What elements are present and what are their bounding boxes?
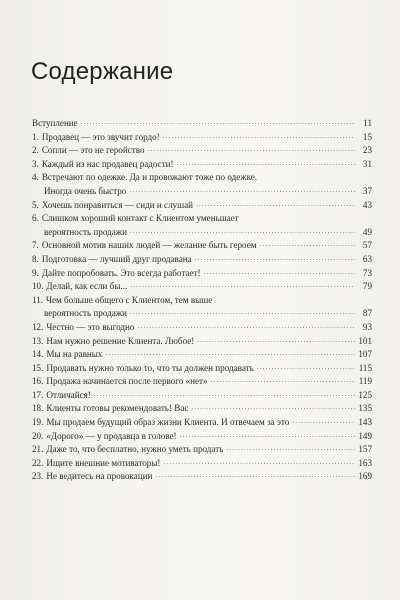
toc-entry-title: Основной мотив наших людей — желание быть героем: [41, 240, 257, 251]
toc-entry-page: 157: [358, 444, 372, 455]
leader-dots: [129, 184, 355, 198]
toc-entry-line: [32, 185, 372, 199]
toc-entry: [32, 199, 372, 213]
toc-entry: [32, 375, 372, 389]
leader-dots: [130, 225, 355, 239]
toc-entry: [32, 267, 372, 281]
toc-entry-title: Мы на равных: [46, 349, 103, 360]
leader-dots: [130, 306, 355, 320]
toc-entry-number: 19.: [32, 417, 44, 428]
toc-entry-page: 119: [358, 376, 372, 387]
leader-dots: [226, 442, 355, 456]
leader-dots: [196, 198, 355, 212]
toc-entry: [32, 389, 372, 403]
toc-entry-number: 8.: [32, 253, 39, 264]
leader-dots: [163, 130, 355, 144]
toc-entry-page: 43: [362, 199, 372, 210]
toc-entry-line: [32, 171, 372, 185]
toc-entry-page: 79: [362, 281, 372, 292]
toc-entry-title: Продавец — это звучит гордо!: [41, 131, 160, 142]
toc-entry-line: [32, 226, 372, 240]
toc-entry: [32, 457, 372, 471]
table-of-contents: [32, 117, 372, 484]
leader-dots: [130, 279, 355, 293]
toc-entry: [32, 131, 372, 145]
toc-entry-line: [32, 212, 372, 226]
toc-entry-number: 16.: [32, 376, 44, 387]
leader-dots: [105, 347, 355, 361]
toc-entry-page: 11: [363, 118, 372, 128]
toc-entry-title: Честно — это выгодно: [46, 321, 135, 332]
toc-entry: [32, 402, 372, 416]
toc-entry-title: Мы продаем будущий образ жизни Клиента. И отвечаем за это: [46, 417, 290, 428]
toc-entry-title: Встречают по одежке. Да и провожают тоже по одежке.: [41, 172, 258, 183]
toc-entry-number: 14.: [32, 349, 44, 360]
toc-entry-page: 107: [358, 349, 372, 360]
toc-entry-page: 31: [362, 158, 372, 169]
toc-entry: [32, 212, 372, 239]
toc-entry: [32, 239, 372, 253]
toc-entry-number: 5.: [32, 199, 39, 210]
leader-dots: [155, 469, 355, 483]
toc-entry-page: 37: [362, 185, 372, 196]
leader-dots: [81, 116, 355, 130]
toc-entry-line: [32, 294, 372, 308]
leader-dots: [260, 238, 355, 252]
toc-entry-number: 17.: [32, 389, 44, 400]
toc-entry: [32, 253, 372, 267]
leader-dots: [211, 374, 355, 388]
toc-entry-number: 22.: [32, 457, 44, 468]
leader-dots: [292, 415, 355, 429]
toc-entry-page: 49: [362, 226, 372, 237]
leader-dots: [148, 143, 355, 157]
toc-entry-title: «Дорого» — у продавца в голове!: [46, 430, 177, 441]
toc-entry-page: 93: [362, 321, 372, 332]
toc-entry-title: Каждый из нас продавец радости!: [41, 158, 174, 169]
toc-entry-title: Делай, как если бы...: [46, 281, 128, 292]
toc-entry-page: 169: [358, 471, 372, 482]
toc-entry: [32, 158, 372, 172]
toc-entry-number: 6.: [32, 213, 39, 224]
leader-dots: [137, 320, 355, 334]
toc-entry-number: 13.: [32, 335, 44, 346]
leader-dots: [191, 401, 355, 415]
toc-entry-page: 143: [358, 417, 372, 428]
toc-entry-page: 87: [362, 308, 372, 319]
toc-entry-number: 3.: [32, 158, 39, 169]
toc-entry-page: 15: [362, 131, 372, 142]
toc-entry-number: 9.: [32, 267, 39, 278]
toc-entry-title: Не ведитесь на провокации: [46, 471, 153, 482]
toc-entry-page: 135: [358, 403, 372, 414]
leader-dots: [94, 388, 355, 402]
toc-entry-title: Слишком хороший контакт с Клиентом уменьшает: [41, 213, 239, 224]
toc-entry-page: 73: [362, 267, 372, 278]
toc-entry-title: Даже то, что бесплатно, нужно уметь продать: [46, 444, 224, 455]
toc-entry-title: Ищите внешние мотиваторы!: [46, 457, 161, 468]
toc-entry-title: Клиенты готовы рекомендовать! Вас: [46, 403, 189, 414]
toc-entry-title: Продажа начинается после первого «нет»: [46, 376, 208, 387]
toc-entry-title: Дайте попробовать. Это всегда работает!: [41, 267, 201, 278]
leader-dots: [177, 157, 355, 171]
toc-entry-number: 20.: [32, 430, 44, 441]
toc-entry-page: 163: [358, 457, 372, 468]
toc-entry-number: 15.: [32, 362, 44, 373]
toc-entry: [32, 335, 372, 349]
leader-dots: [163, 456, 355, 470]
toc-entry-page: 63: [362, 253, 372, 264]
leader-dots: [204, 266, 355, 280]
toc-entry-page: 149: [358, 430, 372, 441]
toc-entry: [32, 416, 372, 430]
toc-entry: [32, 280, 372, 294]
toc-entry-title: Нам нужно решение Клиента. Любое!: [46, 335, 195, 346]
toc-entry-page: 57: [362, 240, 372, 251]
toc-entry-line: [32, 307, 372, 321]
toc-entry-title: Сопли — это не геройство: [41, 145, 145, 156]
toc-entry-number: 23.: [32, 471, 44, 482]
toc-entry-number: 10.: [32, 281, 44, 292]
toc-entry: [32, 171, 372, 198]
toc-entry-number: 4.: [32, 172, 39, 183]
toc-entry: [32, 470, 372, 484]
toc-entry: [32, 443, 372, 457]
toc-entry-number: 7.: [32, 240, 39, 251]
toc-entry-title: Подготовка — лучший друг продавана: [41, 253, 192, 264]
leader-dots: [197, 334, 355, 348]
toc-entry-title: Чем больше общего с Клиентом, тем выше: [46, 294, 213, 305]
toc-entry-number: 1.: [32, 131, 39, 142]
toc-entry: [32, 294, 372, 321]
page-title: Содержание: [31, 58, 174, 85]
toc-entry: [32, 117, 372, 131]
toc-entry-number: 12.: [32, 321, 44, 332]
toc-entry: [32, 430, 372, 444]
toc-entry-number: 11.: [32, 294, 44, 305]
toc-entry-title-continued: вероятность продажи: [44, 308, 127, 319]
leader-dots: [195, 252, 355, 266]
toc-entry-title-continued: вероятность продажи: [44, 226, 127, 237]
toc-entry-page: 101: [358, 335, 372, 346]
leader-dots: [180, 429, 355, 443]
toc-entry: [32, 362, 372, 376]
toc-entry-number: 2.: [32, 145, 39, 156]
toc-entry-page: 23: [362, 145, 372, 156]
toc-entry-page: 115: [358, 362, 372, 373]
toc-entry-number: 21.: [32, 444, 44, 455]
toc-entry-page: 125: [358, 389, 372, 400]
toc-entry: [32, 321, 372, 335]
toc-entry: [32, 144, 372, 158]
toc-entry-title: Вступление: [32, 118, 78, 128]
toc-entry: [32, 348, 372, 362]
toc-entry-title: Продавать нужно только то, что ты должен продавать: [46, 362, 254, 373]
toc-entry-number: 18.: [32, 403, 44, 414]
toc-entry-title-continued: Иногда очень быстро: [44, 185, 127, 196]
toc-entry-title: Хочешь понравиться — сиди и слушай: [41, 199, 194, 210]
leader-dots: [257, 361, 355, 375]
toc-entry-title: Отличайся!: [46, 389, 91, 400]
